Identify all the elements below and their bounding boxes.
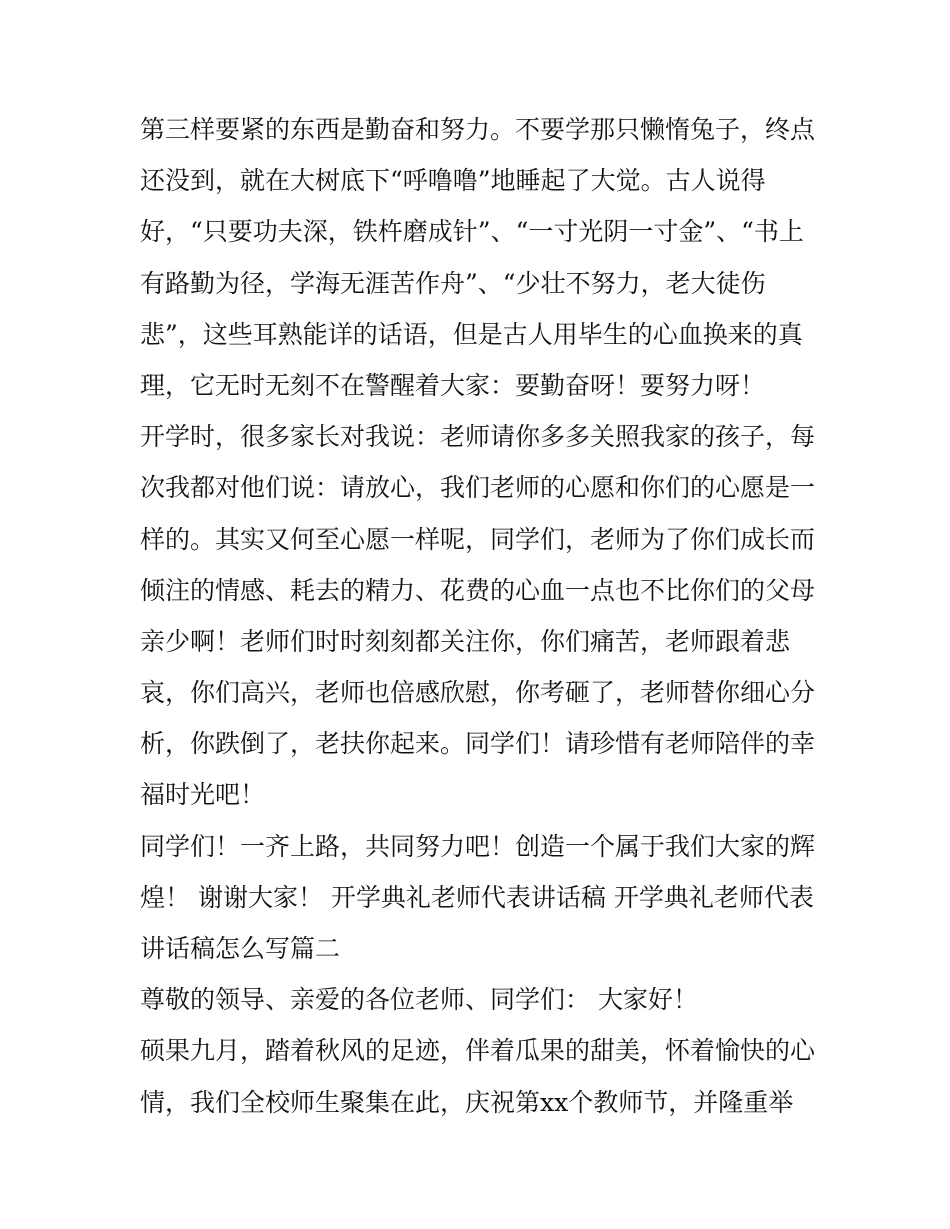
text-line: 煌！ 谢谢大家！ 开学典礼老师代表讲话稿 开学典礼老师代表 (140, 882, 814, 912)
text-line: 开学时，很多家长对我说：老师请你多多关照我家的孩子，每 (140, 422, 816, 452)
text-line: 哀，你们高兴，老师也倍感欣慰，你考砸了，老师替你细心分 (140, 678, 816, 708)
text-line: 理，它无时无刻不在警醒着大家：要勤奋呀！要努力呀！ (140, 370, 766, 400)
text-line: 第三样要紧的东西是勤奋和努力。不要学那只懒惰兔子，终点 (140, 115, 816, 144)
text-line: 亲少啊！老师们时时刻刻都关注你，你们痛苦，老师跟着悲 (140, 626, 791, 656)
text-line: 次我都对他们说：请放心，我们老师的心愿和你们的心愿是一 (140, 473, 816, 503)
text-line: 硕果九月，踏着秋风的足迹，伴着瓜果的甜美，怀着愉快的心 (140, 1036, 816, 1066)
text-line: 悲”，这些耳熟能详的话语，但是古人用毕生的心血换来的真 (140, 319, 803, 349)
text-line: 样的。其实又何至心愿一样呢，同学们，老师为了你们成长而 (140, 524, 816, 554)
text-line: 还没到，就在大树底下“呼噜噜”地睡起了大觉。古人说得 (140, 166, 766, 196)
text-line: 讲话稿怎么写篇二 (140, 934, 341, 963)
text-line: 同学们！一齐上路，共同努力吧！创造一个属于我们大家的辉 (140, 831, 816, 861)
text-line: 福时光吧！ (140, 780, 266, 810)
text-line: 情，我们全校师生聚集在此，庆祝第xx个教师节，并隆重举 (140, 1087, 794, 1117)
text-line: 倾注的情感、耗去的精力、花费的心血一点也不比你们的父母 (140, 575, 816, 605)
text-line: 尊敬的领导、亲爱的各位老师、同学们： 大家好！ (140, 985, 698, 1015)
text-line: 析，你跌倒了，老扶你起来。同学们！请珍惜有老师陪伴的幸 (140, 729, 816, 759)
text-line: 好，“只要功夫深，铁杵磨成针”、“一寸光阴一寸金”、“书上 (140, 217, 804, 247)
body-text (140, 104, 820, 1128)
text-line: 有路勤为径，学海无涯苦作舟”、“少壮不努力，老大徒伤 (140, 268, 766, 298)
